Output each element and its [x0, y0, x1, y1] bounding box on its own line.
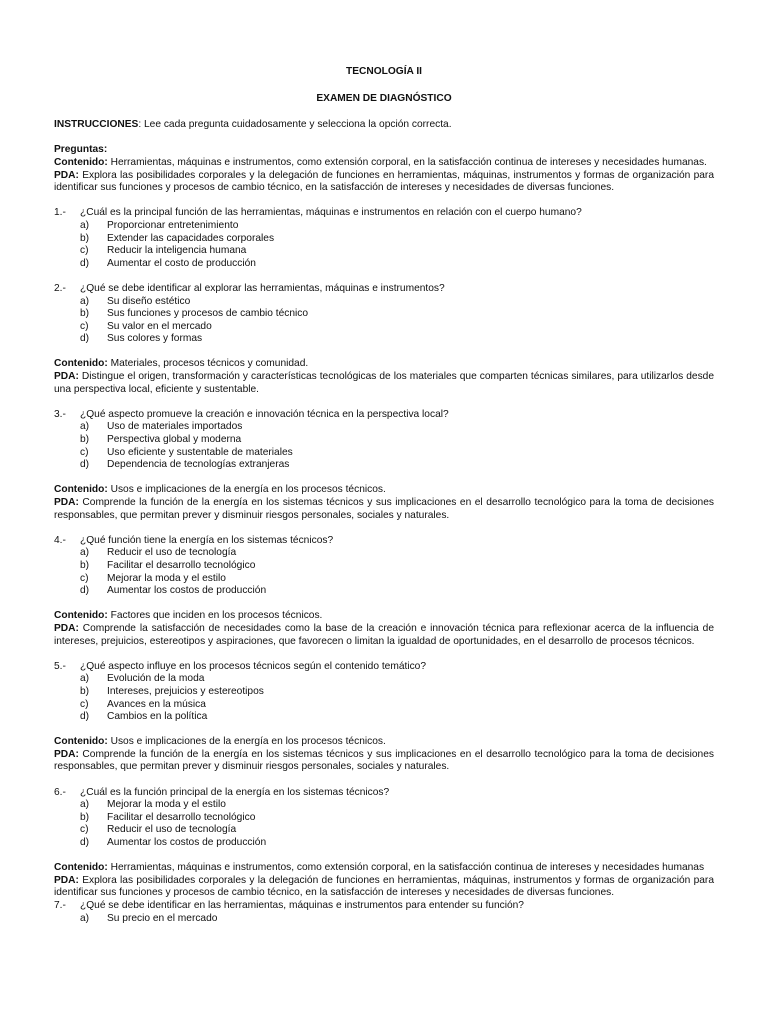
pda-text: Comprende la función de la energía en los sistemas técnicos y sus implicaciones en el desarrollo tecnológico para la toma de decisiones responsables, que permitan prever y disminuir riesgos personales, sociales y naturales. [54, 497, 714, 521]
spacer [54, 132, 714, 145]
option-text: Su diseño estético [107, 295, 191, 307]
option-text: Su precio en el mercado [107, 912, 218, 924]
option-letter: d) [80, 257, 90, 269]
pda-label: PDA: [54, 622, 79, 634]
question-number: 1.- [54, 207, 66, 219]
option-text: Intereses, prejuicios y estereotipos [107, 685, 264, 697]
pda-paragraph [54, 875, 714, 900]
section [54, 610, 714, 736]
option-text: Facilitar el desarrollo tecnológico [107, 559, 256, 571]
contenido-label: Contenido: [54, 156, 108, 168]
option-letter: b) [80, 811, 90, 823]
contenido-paragraph [54, 358, 714, 371]
contenido-paragraph [54, 610, 714, 623]
option-text: Mejorar la moda y el estilo [107, 572, 226, 584]
pda-label: PDA: [54, 371, 79, 383]
section [54, 736, 714, 862]
spacer [54, 396, 714, 409]
section [54, 157, 714, 359]
option-letter: a) [80, 219, 90, 231]
answer-option[interactable] [54, 421, 714, 434]
pda-paragraph [54, 371, 714, 396]
pda-text: Explora las posibilidades corporales y la delegación de funciones en herramientas, máquinas, instrumentos y formas de organización para identificar sus funciones y procesos de cambio técnico, en la satisfacción de intereses y necesidades de diversas funciones. [54, 874, 714, 899]
question-number: 5.- [54, 660, 66, 672]
option-text: Dependencia de tecnologías extranjeras [107, 459, 290, 471]
contenido-label: Contenido: [54, 484, 108, 496]
instructions-label: INSTRUCCIONES [54, 119, 139, 131]
answer-option[interactable] [54, 812, 714, 825]
answer-option[interactable] [54, 547, 714, 560]
option-letter: d) [80, 459, 90, 471]
answer-option[interactable] [54, 799, 714, 812]
answer-option[interactable] [54, 459, 714, 472]
pda-text: Comprende la satisfacción de necesidades como la base de la creación e innovación técnica para reflexionar acerca de la influencia de intereses, prejuicios, estereotipos y aspiraciones, que favorecen o limitan la igualdad de oportunidades, en el desarrollo de procesos técnicos. [54, 622, 714, 647]
question-text: ¿Qué aspecto influye en los procesos técnicos según el contenido temático? [80, 660, 427, 672]
option-letter: c) [80, 446, 89, 458]
contenido-text: Factores que inciden en los procesos técnicos. [107, 610, 323, 622]
option-letter: b) [80, 232, 90, 244]
pda-text: Comprende la función de la energía en los sistemas técnicos y sus implicaciones en el desarrollo tecnológico para la toma de decisiones responsables, que permitan prever y disminuir riesgos personales, sociales y naturales. [54, 748, 714, 773]
pda-paragraph [54, 170, 714, 195]
option-text: Reducir el uso de tecnología [107, 547, 237, 559]
option-text: Evolución de la moda [107, 673, 205, 685]
question-text: ¿Qué se debe identificar en las herramientas, máquinas e instrumentos para entender su función? [80, 900, 524, 911]
answer-option[interactable] [54, 837, 714, 850]
contenido-label: Contenido: [54, 358, 108, 370]
question-text: ¿Qué se debe identificar al explorar las herramientas, máquinas e instrumentos? [80, 282, 445, 294]
answer-option[interactable] [54, 258, 714, 271]
spacer [54, 270, 714, 283]
answer-option[interactable] [54, 447, 714, 460]
contenido-label: Contenido: [54, 736, 108, 748]
option-letter: d) [80, 711, 90, 723]
contenido-label: Contenido: [54, 610, 108, 622]
option-text: Aumentar los costos de producción [107, 837, 267, 849]
answer-option[interactable] [54, 233, 714, 246]
answer-option[interactable] [54, 699, 714, 712]
option-text: Proporcionar entretenimiento [107, 219, 239, 231]
question-text: ¿Cuál es la función principal de la energía en los sistemas técnicos? [80, 786, 390, 798]
question [54, 409, 714, 422]
option-letter: a) [80, 295, 90, 307]
spacer [54, 195, 714, 208]
question [54, 787, 714, 800]
pda-label: PDA: [54, 874, 79, 886]
option-letter: a) [80, 421, 90, 433]
option-letter: c) [80, 572, 89, 584]
contenido-text: Herramientas, máquinas e instrumentos, como extensión corporal, en la satisfacción continua de intereses y necesidades humanas [107, 862, 705, 874]
section [54, 358, 714, 484]
option-letter: a) [80, 673, 90, 685]
option-text: Reducir la inteligencia humana [107, 245, 247, 257]
answer-option[interactable] [54, 824, 714, 837]
answer-option[interactable] [54, 913, 714, 926]
spacer [54, 472, 714, 485]
question [54, 535, 714, 548]
option-letter: b) [80, 308, 90, 320]
option-text: Facilitar el desarrollo tecnológico [107, 811, 256, 823]
contenido-paragraph [54, 157, 714, 170]
contenido-text: Usos e implicaciones de la energía en los procesos técnicos. [107, 484, 386, 496]
answer-option[interactable] [54, 585, 714, 598]
page-content [54, 66, 714, 925]
pda-paragraph [54, 497, 714, 522]
option-letter: c) [80, 824, 89, 836]
option-letter: b) [80, 685, 90, 697]
pda-paragraph [54, 623, 714, 648]
question [54, 900, 714, 913]
answer-option[interactable] [54, 673, 714, 686]
pda-label: PDA: [54, 497, 79, 508]
question [54, 661, 714, 674]
answer-option[interactable] [54, 321, 714, 334]
option-text: Reducir el uso de tecnología [107, 824, 237, 836]
answer-option[interactable] [54, 296, 714, 309]
pda-label: PDA: [54, 748, 79, 760]
option-text: Aumentar los costos de producción [107, 585, 267, 597]
option-letter: b) [80, 559, 90, 571]
question [54, 283, 714, 296]
section [54, 484, 714, 610]
pda-label: PDA: [54, 169, 79, 181]
option-letter: a) [80, 912, 90, 924]
option-text: Aumentar el costo de producción [107, 257, 256, 269]
question-number: 7.- [54, 900, 66, 911]
option-letter: b) [80, 434, 90, 446]
option-letter: c) [80, 698, 89, 710]
spacer [54, 346, 714, 359]
option-letter: d) [80, 585, 90, 597]
contenido-paragraph [54, 484, 714, 497]
contenido-text: Usos e implicaciones de la energía en los procesos técnicos. [107, 736, 386, 748]
spacer [54, 648, 714, 661]
question-text: ¿Cuál es la principal función de las herramientas, máquinas e instrumentos en relación con el cuerpo humano? [80, 207, 582, 219]
question-number: 2.- [54, 282, 66, 294]
pda-text: Explora las posibilidades corporales y la delegación de funciones en herramientas, máquinas, instrumentos y formas de organización para identificar sus funciones y procesos de cambio técnico, en la satisfacción de intereses y necesidades de diversas funciones. [54, 169, 714, 194]
option-text: Mejorar la moda y el estilo [107, 799, 226, 811]
spacer [54, 850, 714, 863]
contenido-paragraph [54, 862, 714, 875]
document-subtitle: EXAMEN DE DIAGNÓSTICO [316, 92, 452, 104]
answer-option[interactable] [54, 573, 714, 586]
contenido-text: Herramientas, máquinas e instrumentos, como extensión corporal, en la satisfacción continua de intereses y necesidades humanas. [107, 156, 707, 168]
sections [54, 157, 714, 925]
question [54, 207, 714, 220]
option-text: Uso eficiente y sustentable de materiales [107, 446, 293, 458]
section [54, 862, 714, 925]
instructions-text: : Lee cada pregunta cuidadosamente y selecciona la opción correcta. [138, 119, 452, 131]
question-text: ¿Qué aspecto promueve la creación e innovación técnica en la perspectiva local? [80, 408, 449, 420]
option-letter: d) [80, 837, 90, 849]
question-text: ¿Qué función tiene la energía en los sistemas técnicos? [80, 534, 334, 546]
answer-option[interactable] [54, 333, 714, 346]
option-text: Extender las capacidades corporales [107, 232, 275, 244]
answer-option[interactable] [54, 308, 714, 321]
contenido-paragraph [54, 736, 714, 749]
option-letter: c) [80, 320, 89, 332]
option-text: Perspectiva global y moderna [107, 434, 242, 446]
pda-text: Distingue el origen, transformación y características tecnológicas de los materiales que comparten técnicas similares, para utilizarlos desde una perspectiva local, eficiente y sustentable. [54, 371, 714, 395]
contenido-text: Materiales, procesos técnicos y comunidad. [107, 358, 309, 370]
pda-paragraph [54, 749, 714, 774]
answer-option[interactable] [54, 560, 714, 573]
option-text: Cambios en la política [107, 711, 208, 723]
spacer [54, 724, 714, 737]
spacer [54, 522, 714, 535]
question-number: 4.- [54, 534, 66, 546]
option-letter: a) [80, 799, 90, 811]
option-text: Avances en la música [107, 698, 206, 710]
contenido-label: Contenido: [54, 862, 108, 874]
spacer [54, 774, 714, 787]
answer-option[interactable] [54, 686, 714, 699]
document-title: TECNOLOGÍA II [345, 66, 423, 77]
preguntas-label: Preguntas: [54, 144, 108, 156]
answer-option[interactable] [54, 220, 714, 233]
option-text: Sus colores y formas [107, 333, 203, 345]
option-letter: a) [80, 547, 90, 559]
option-letter: d) [80, 333, 90, 345]
answer-option[interactable] [54, 245, 714, 258]
answer-option[interactable] [54, 434, 714, 447]
option-text: Uso de materiales importados [107, 421, 243, 433]
question-number: 6.- [54, 786, 66, 798]
option-letter: c) [80, 245, 89, 257]
question-number: 3.- [54, 408, 66, 420]
spacer [54, 598, 714, 611]
option-text: Sus funciones y procesos de cambio técnico [107, 308, 309, 320]
answer-option[interactable] [54, 711, 714, 724]
option-text: Su valor en el mercado [107, 320, 212, 332]
instructions [54, 119, 714, 132]
